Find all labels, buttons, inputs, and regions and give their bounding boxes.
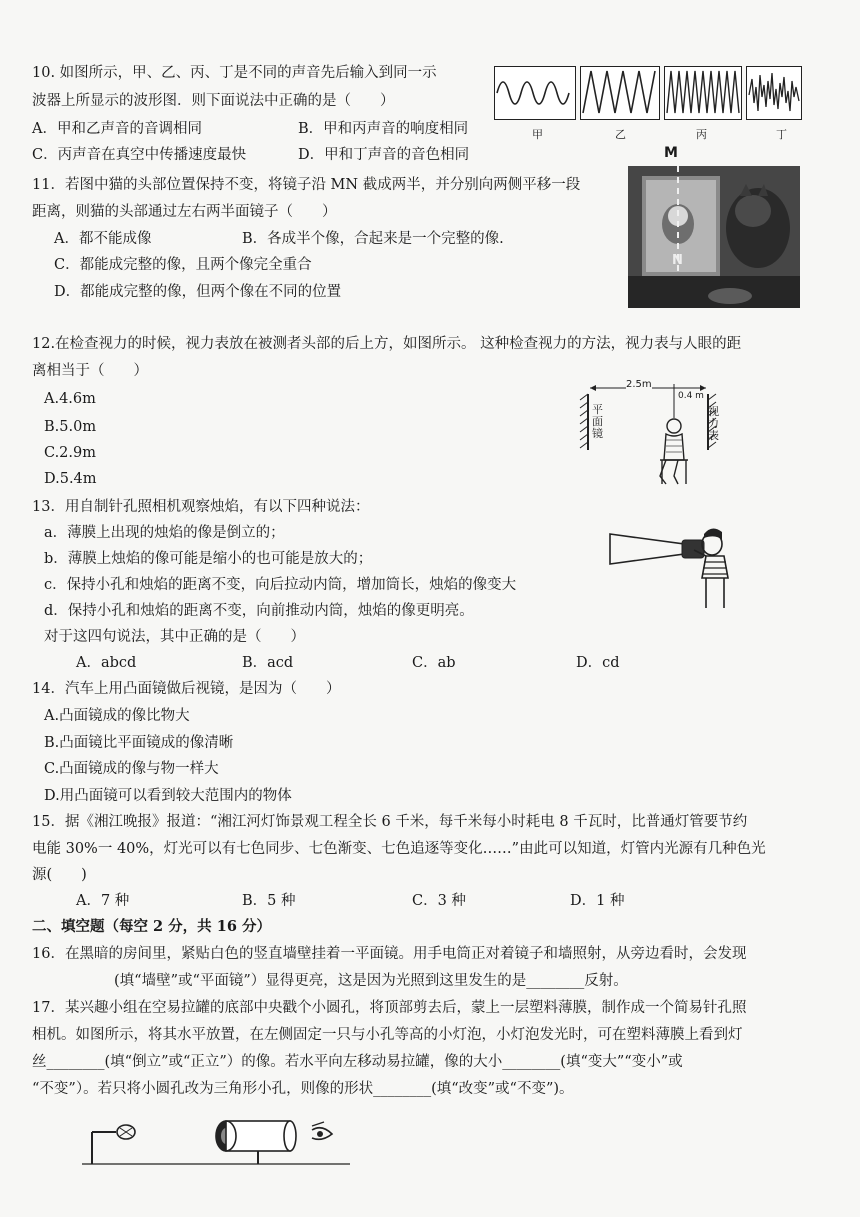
q10-option-a: A．甲和乙声音的音调相同 — [32, 121, 202, 137]
distance-label-0-4m: 0.4 m — [678, 391, 704, 401]
q12-option-b: B.5.0m — [44, 419, 97, 435]
q14-stem: 14．汽车上用凸面镜做后视镜，是因为（ ） — [32, 681, 341, 697]
q15-option-b: B．5 种 — [242, 893, 296, 909]
cat-mirror-photo — [628, 166, 800, 308]
q13-statement-a: a．薄膜上出现的烛焰的像是倒立的； — [44, 525, 285, 541]
q16-stem-line1: 16．在黑暗的房间里，紧贴白色的竖直墙壁挂着一平面镜。用手电筒正对着镜子和墙照射，从旁边看时，会发现 — [32, 946, 747, 962]
q10-stem-line1: 10. 如图所示，甲、乙、丙、丁是不同的声音先后输入到同一示 — [32, 65, 437, 81]
q14-option-c: C.凸面镜成的像与物一样大 — [44, 761, 219, 777]
q11-option-c: C．都能成完整的像，且两个像完全重合 — [54, 257, 312, 273]
mirror-label: 平面镜 — [592, 403, 603, 440]
q13-stem: 13．用自制针孔照相机观察烛焰，有以下四种说法： — [32, 499, 370, 515]
q17-stem-line1: 17．某兴趣小组在空易拉罐的底部中央戳个小圆孔，将顶部剪去后，蒙上一层塑料薄膜，制作成一个简易针孔照 — [32, 1000, 747, 1016]
q13-option-b: B．acd — [242, 655, 294, 671]
waveform-bing — [664, 66, 742, 120]
waveform-ding — [746, 66, 802, 120]
label-m: M — [664, 145, 678, 161]
q13-statement-c: c．保持小孔和烛焰的距离不变，向后拉动内筒，增加筒长，烛焰的像变大 — [44, 577, 517, 593]
q11-option-a: A．都不能成像 — [54, 231, 152, 247]
q13-option-c: C．ab — [412, 655, 456, 671]
q13-statement-b: b．薄膜上烛焰的像可能是缩小的也可能是放大的； — [44, 551, 373, 567]
q17-stem-line2: 相机。如图所示，将其水平放置，在左侧固定一只与小孔等高的小灯泡，小灯泡发光时，可在塑料薄膜上看到灯 — [32, 1027, 743, 1043]
q14-option-a: A.凸面镜成的像比物大 — [44, 708, 190, 724]
q13-statement-d: d．保持小孔和烛焰的距离不变，向前推动内筒，烛焰的像更明亮。 — [44, 603, 474, 619]
q17-stem-line4: “不变”）。若只将小圆孔改为三角形小孔，则像的形状________(填“改变”或“不变”)。 — [32, 1081, 574, 1097]
q10-option-c: C．丙声音在真空中传播速度最快 — [32, 147, 247, 163]
q14-option-b: B.凸面镜比平面镜成的像清晰 — [44, 735, 234, 751]
can-pinhole-figure — [80, 1116, 360, 1172]
q15-option-d: D．1 种 — [570, 893, 625, 909]
q12-stem-line1: 12.在检查视力的时候，视力表放在被测者头部的后上方，如图所示。 这种检查视力的方法，视力表与人眼的距 — [32, 336, 742, 352]
q15-stem-line1: 15．据《湘江晚报》报道：“湘江河灯饰景观工程全长 6 千米，每千米每小时耗电 8 千瓦时，比普通灯管要节约 — [32, 814, 748, 830]
q11-stem-line2: 距离，则猫的头部通过左右两半面镜子（ ） — [32, 204, 337, 220]
q13-ask: 对于这四句说法，其中正确的是（ ） — [44, 629, 305, 645]
q11-stem-line1: 11．若图中猫的头部位置保持不变，将镜子沿 MN 截成两半，并分别向两侧平移一段 — [32, 177, 581, 193]
section-title-fill-in: 二、填空题（每空 2 分，共 16 分） — [32, 918, 271, 935]
q14-option-d: D.用凸面镜可以看到较大范围内的物体 — [44, 788, 292, 804]
q12-stem-line2: 离相当于（ ） — [32, 363, 148, 379]
waveform-jia — [494, 66, 576, 120]
waveform-label-jia: 甲 — [532, 128, 543, 141]
waveform-label-ding: 丁 — [776, 128, 787, 141]
q16-stem-line2: (填“墙壁”或“平面镜”）显得更亮，这是因为光照到这里发生的是________反射。 — [114, 973, 628, 989]
q15-option-c: C．3 种 — [412, 893, 466, 909]
label-n: N — [672, 253, 683, 268]
q12-option-a: A.4.6m — [44, 391, 96, 407]
waveform-label-yi: 乙 — [615, 128, 626, 141]
waveform-label-bing: 丙 — [696, 128, 707, 141]
q15-option-a: A．7 种 — [76, 893, 130, 909]
q10-stem-line2: 波器上所显示的波形图．则下面说法中正确的是（ ） — [32, 93, 395, 109]
q15-stem-line3: 源( ) — [32, 867, 87, 883]
q12-option-d: D.5.4m — [44, 471, 97, 487]
pinhole-camera-figure — [606, 520, 742, 612]
q11-option-b: B．各成半个像，合起来是一个完整的像. — [242, 231, 504, 247]
q11-option-d: D．都能成完整的像，但两个像在不同的位置 — [54, 284, 342, 300]
distance-label-2-5m: 2.5m — [626, 379, 652, 390]
q13-option-a: A．abcd — [76, 655, 137, 671]
q12-option-c: C.2.9m — [44, 445, 96, 461]
chart-label: 视力表 — [708, 405, 719, 442]
q15-stem-line2: 电能 30%一 40%，灯光可以有七色同步、七色渐变、七色追逐等变化……”由此可以知道，灯管内光源有几种色光 — [32, 841, 766, 857]
q17-stem-line3: 丝________(填“倒立”或“正立”）的像。若水平向左移动易拉罐，像的大小________(填“变大”“变小”或 — [32, 1054, 683, 1070]
q10-option-d: D．甲和丁声音的音色相同 — [298, 147, 470, 163]
q10-option-b: B．甲和丙声音的响度相同 — [298, 121, 469, 137]
waveform-yi — [580, 66, 660, 120]
q13-option-d: D．cd — [576, 655, 620, 671]
